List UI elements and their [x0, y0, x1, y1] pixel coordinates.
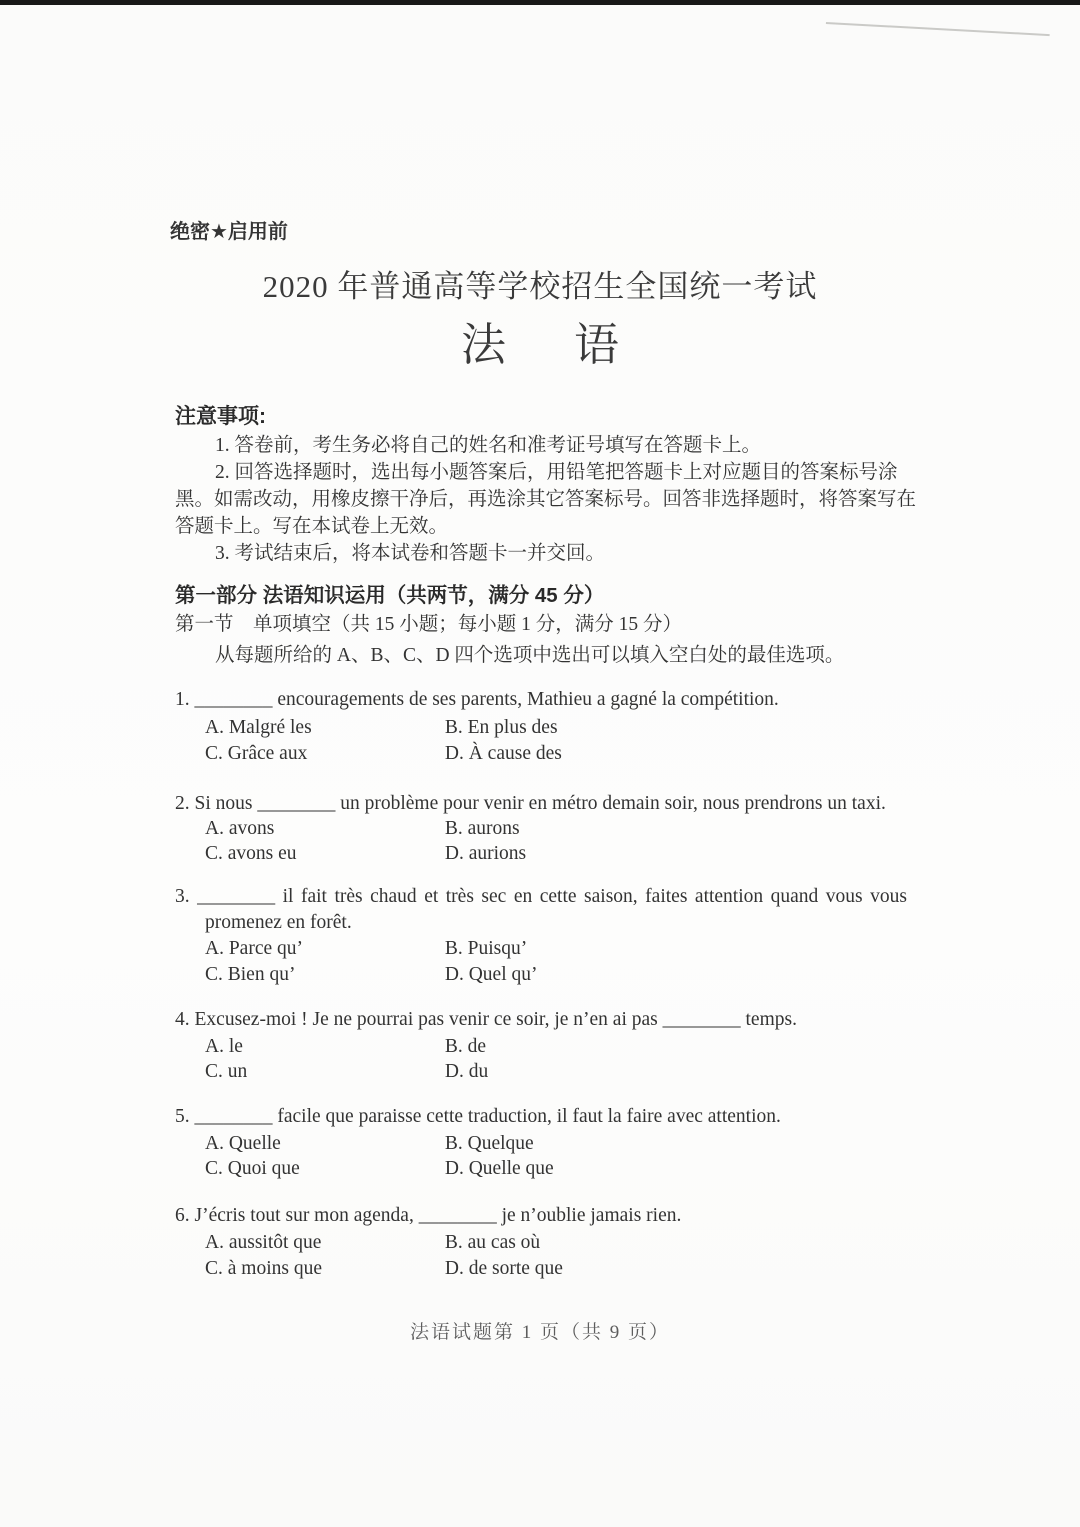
- section1-heading: 第一节 单项填空（共 15 小题；每小题 1 分，满分 15 分）: [175, 614, 683, 635]
- question-1-option-b: B. En plus des: [444, 717, 558, 738]
- question-4-option-b: B. de: [444, 1036, 487, 1057]
- question-5-option-c: C. Quoi que: [205, 1158, 300, 1179]
- question-3-stem-continuation: promenez en forêt.: [205, 912, 352, 933]
- question-1-option-d: D. À cause des: [444, 743, 562, 764]
- question-6-option-c: C. à moins que: [205, 1258, 322, 1279]
- notice-line: 1. 答卷前，考生务必将自己的姓名和准考证号填写在答题卡上。: [215, 435, 762, 456]
- question-1-options-ab: [205, 717, 915, 739]
- question-2-option-d: D. aurions: [444, 843, 527, 864]
- question-5-options-cd: [205, 1158, 915, 1180]
- question-3-option-c: C. Bien qu’: [205, 964, 296, 985]
- question-5-option-d: D. Quelle que: [444, 1158, 554, 1179]
- question-5-options-ab: [205, 1133, 915, 1155]
- question-6-options-cd: [205, 1258, 915, 1280]
- question-6-stem: 6. J’écris tout sur mon agenda, ________ je n’oublie jamais rien.: [175, 1205, 682, 1226]
- scan-edge-artifact: [0, 0, 1080, 5]
- question-6-option-a: A. aussitôt que: [205, 1232, 322, 1253]
- notice-heading: 注意事项:: [175, 405, 266, 428]
- classification-label: 绝密★启用前: [170, 221, 288, 243]
- question-2-options-ab: [205, 818, 915, 840]
- subject-char-1: 法: [460, 320, 506, 370]
- question-3-stem: 3. ________ il fait très chaud et très sec en cette saison, faites attention quand vous vous: [175, 886, 907, 907]
- subject-char-2: 语: [574, 320, 620, 370]
- part1-heading: 第一部分 法语知识运用（共两节，满分 45 分）: [175, 584, 605, 607]
- question-4-options-cd: [205, 1061, 915, 1083]
- question-6-option-b: B. au cas où: [444, 1232, 541, 1253]
- subject-title: [0, 308, 1080, 373]
- notice-line: 黑。如需改动，用橡皮擦干净后，再选涂其它答案标号。回答非选择题时，将答案写在: [175, 489, 917, 510]
- notice-line: 答题卡上。写在本试卷上无效。: [175, 516, 449, 537]
- question-4-stem: 4. Excusez-moi ! Je ne pourrai pas venir ce soir, je n’en ai pas ________ temps.: [175, 1009, 797, 1030]
- question-4-option-d: D. du: [444, 1061, 489, 1082]
- question-1-option-c: C. Grâce aux: [205, 743, 308, 764]
- question-3-options-ab: [205, 938, 915, 960]
- question-2-option-b: B. aurons: [444, 818, 520, 839]
- question-6-options-ab: [205, 1232, 915, 1254]
- section1-instruction: 从每题所给的 A、B、C、D 四个选项中选出可以填入空白处的最佳选项。: [215, 645, 845, 666]
- notice-line: 3. 考试结束后，将本试卷和答题卡一并交回。: [215, 543, 606, 564]
- question-2-options-cd: [205, 843, 915, 865]
- question-1-options-cd: [205, 743, 915, 765]
- question-3-option-d: D. Quel qu’: [444, 964, 538, 985]
- question-4-option-a: A. le: [205, 1036, 243, 1057]
- question-3-options-cd: [205, 964, 915, 986]
- question-4-option-c: C. un: [205, 1061, 248, 1082]
- question-5-option-a: A. Quelle: [205, 1133, 281, 1154]
- question-4-options-ab: [205, 1036, 915, 1058]
- question-2-option-c: C. avons eu: [205, 843, 297, 864]
- question-1-stem: 1. ________ encouragements de ses parents, Mathieu a gagné la compétition.: [175, 689, 779, 710]
- page-footer: 法语试题第 1 页（共 9 页）: [409, 1322, 670, 1343]
- question-6-option-d: D. de sorte que: [444, 1258, 563, 1279]
- question-2-stem: 2. Si nous ________ un problème pour venir en métro demain soir, nous prendrons un taxi.: [175, 793, 886, 814]
- question-1-option-a: A. Malgré les: [205, 717, 312, 738]
- question-3-option-b: B. Puisqu’: [444, 938, 528, 959]
- exam-title: 2020 年普通高等学校招生全国统一考试: [262, 269, 818, 304]
- notice-line: 2. 回答选择题时，选出每小题答案后，用铅笔把答题卡上对应题目的答案标号涂: [215, 462, 898, 483]
- question-5-stem: 5. ________ facile que paraisse cette traduction, il faut la faire avec attention.: [175, 1106, 781, 1127]
- question-3-option-a: A. Parce qu’: [205, 938, 304, 959]
- question-2-option-a: A. avons: [205, 818, 275, 839]
- question-5-option-b: B. Quelque: [444, 1133, 534, 1154]
- scan-line-artifact: [826, 22, 1050, 36]
